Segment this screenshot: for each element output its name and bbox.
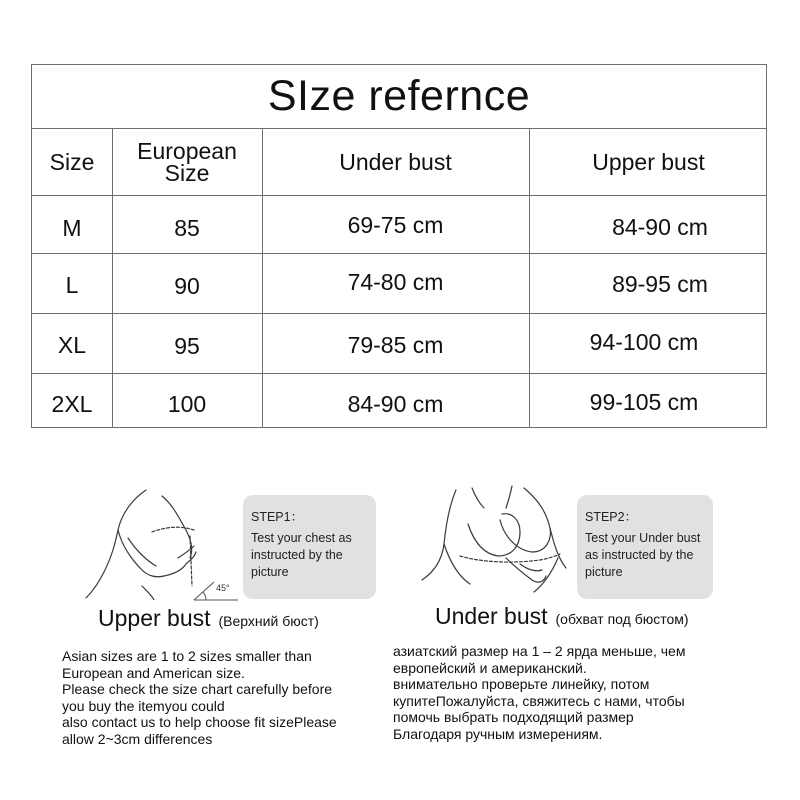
angle-label: 45° xyxy=(216,583,230,593)
table-cell-upper-bust: 84-90 cm xyxy=(612,213,708,240)
table-cell-size: XL xyxy=(57,331,87,358)
table-title: SIze refernce xyxy=(267,72,531,120)
upper-bust-caption-label: Upper bust xyxy=(98,605,211,631)
upper-bust-caption xyxy=(98,605,319,632)
step2-title: STEP2： xyxy=(585,510,638,524)
table-cell-european: 90 xyxy=(174,272,200,299)
header-under-bust: Under bust xyxy=(339,148,452,175)
header-european-size xyxy=(112,129,262,195)
under-bust-caption-ru: (обхват под бюстом) xyxy=(555,611,689,627)
table-cell-under-bust: 79-85 cm xyxy=(347,331,444,358)
under-bust-measurement-illustration xyxy=(420,484,580,600)
header-european-line1: European xyxy=(137,138,237,164)
table-cell-upper-bust: 99-105 cm xyxy=(589,389,699,415)
step1-text: Test your chest as instructed by the picture xyxy=(251,531,352,579)
english-size-note: Asian sizes are 1 to 2 sizes smaller than European and American size. Please check the size chart carefully before you buy the itemyou could also contact us to help choose fit sizePlease allow 2~3cm differences xyxy=(62,648,337,747)
step2-box xyxy=(577,495,713,599)
table-grid xyxy=(32,129,766,428)
table-cell-european: 95 xyxy=(174,332,200,359)
table-cell-european: 100 xyxy=(167,391,207,417)
header-european-line2: Size xyxy=(164,160,210,186)
table-cell-european: 85 xyxy=(174,214,200,241)
table-cell-under-bust: 74-80 cm xyxy=(347,268,444,295)
under-bust-caption-label: Under bust xyxy=(435,603,548,629)
russian-size-note: азиатский размер на 1 – 2 ярда меньше, чем европейский и американский. внимательно проверьте линейку, потом купитеПожалуйста, свяжитесь с нами, чтобы помочь выбрать подходящий размер Благодаря ручным измерениям. xyxy=(393,643,686,742)
header-size: Size xyxy=(49,148,95,175)
table-cell-size: 2XL xyxy=(51,391,93,417)
upper-bust-caption-ru: (Верхний бюст) xyxy=(218,613,319,629)
header-upper-bust: Upper bust xyxy=(592,148,705,175)
table-title-row xyxy=(32,65,766,129)
table-cell-size: M xyxy=(62,214,82,241)
step1-box xyxy=(243,495,376,599)
table-cell-upper-bust: 94-100 cm xyxy=(589,328,699,355)
size-reference-table xyxy=(31,64,767,428)
under-bust-caption xyxy=(435,603,689,630)
table-cell-under-bust: 84-90 cm xyxy=(347,391,444,417)
step2-text: Test your Under bust as instructed by the picture xyxy=(585,531,701,579)
step1-title: STEP1： xyxy=(251,510,304,524)
table-cell-size: L xyxy=(65,271,79,298)
table-cell-upper-bust: 89-95 cm xyxy=(612,270,708,297)
table-cell-under-bust: 69-75 cm xyxy=(347,211,444,238)
